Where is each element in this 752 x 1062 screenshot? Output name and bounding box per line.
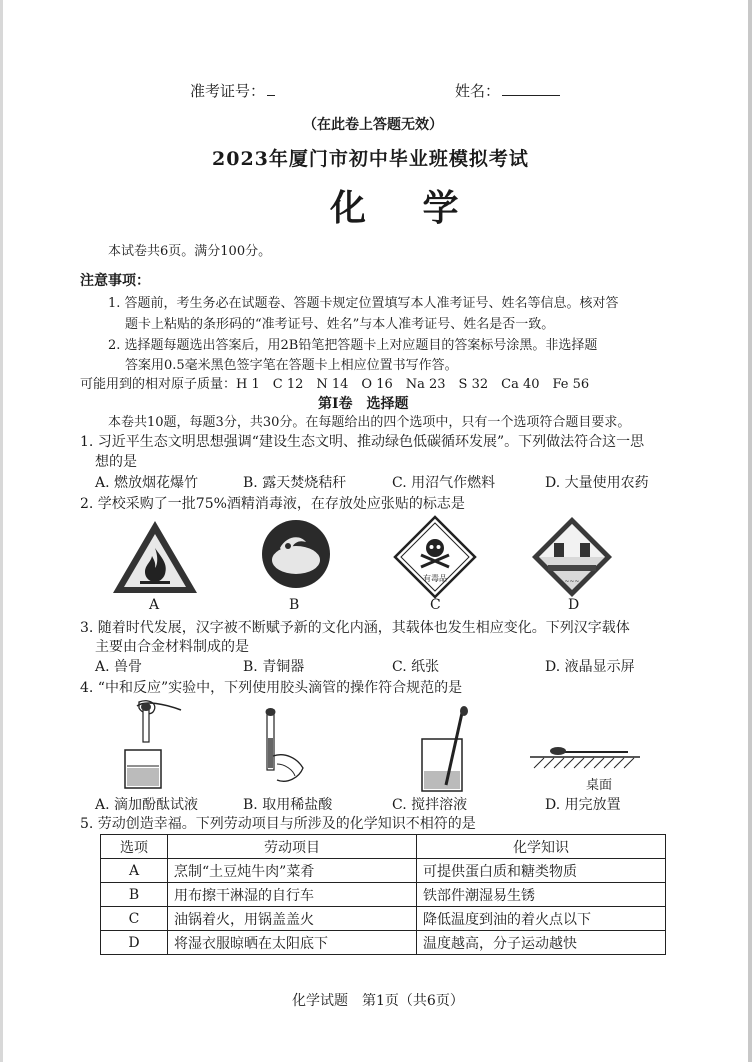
table-row	[101, 931, 666, 955]
q5-header-knowledge: 化学知识	[417, 835, 666, 859]
q3-option-d: D. 液晶显示屏	[545, 659, 635, 675]
table-row	[101, 883, 666, 907]
q1-option-a: A. 燃放烟花爆竹	[95, 475, 199, 491]
q3-option-b: B. 青铜器	[243, 659, 305, 675]
section1-title: 第Ⅰ卷 选择题	[318, 396, 409, 412]
notes-item1-line1: 1. 答题前，考生务必在试题卷、答题卡规定位置填写本人准考证号、姓名等信息。核对答	[108, 296, 619, 311]
q3-option-c: C. 纸张	[392, 659, 440, 675]
q5-row-b-labor: 用布擦干淋湿的自行车	[168, 883, 417, 907]
q3-stem-line1: 3. 随着时代发展，汉字被不断赋予新的文化内涵，其载体也发生相应变化。下列汉字载体	[80, 620, 630, 636]
q5-header-labor: 劳动项目	[168, 835, 417, 859]
section1-desc: 本卷共10题，每题3分，共30分。在每题给出的四个选项中，只有一个选项符合题目要求。	[108, 415, 631, 430]
q2-stem: 2. 学校采购了一批75%酒精消毒液，在存放处应张贴的标志是	[80, 496, 465, 512]
dropper-stirring-beaker-icon	[418, 705, 484, 795]
q4-option-d: D. 用完放置	[545, 797, 621, 813]
q5-table-header-row	[101, 835, 666, 859]
q1-stem-line1: 1. 习近平生态文明思想强调“建设生态文明、推动绿色低碳循环发展”。下列做法符合这一思	[80, 434, 645, 450]
q3-stem-line2: 主要由合金材料制成的是	[95, 639, 249, 655]
flammable-sign-icon	[110, 518, 200, 596]
dropper-in-hand-icon	[255, 708, 325, 792]
notes-item2-line1: 2. 选择题每题选出答案后，用2B铅笔把答题卡上对应题目的答案标号涂黑。非选择题	[108, 338, 598, 353]
q5-row-b-option: B	[101, 883, 168, 907]
q1-option-d: D. 大量使用农药	[545, 475, 649, 491]
subject-title: 化 学	[330, 187, 481, 229]
q4-option-a: A. 滴加酚酞试液	[95, 797, 199, 813]
table-row	[101, 907, 666, 931]
q3-option-a: A. 兽骨	[95, 659, 143, 675]
q5-row-b-knowledge: 铁部件潮湿易生锈	[417, 883, 666, 907]
exam-id-blank	[267, 83, 275, 96]
scan-edge-left	[0, 0, 3, 1062]
notes-heading: 注意事项：	[80, 273, 150, 289]
q5-row-a-knowledge: 可提供蛋白质和糖类物质	[417, 859, 666, 883]
q5-stem: 5. 劳动创造幸福。下列劳动项目与所涉及的化学知识不相符的是	[80, 816, 476, 832]
q2-label-a: A	[149, 597, 160, 613]
name-field	[455, 80, 560, 101]
toxic-sign-icon	[393, 515, 477, 599]
q2-label-b: B	[289, 597, 300, 613]
notes-item2-line2: 答案用0.5毫米黑色签字笔在答题卡上相应位置书写作答。	[125, 358, 458, 373]
q5-row-a-option: A	[101, 859, 168, 883]
invalid-notice: （在此卷上答题无效）	[303, 117, 443, 133]
atomic-masses: 可能用到的相对原子质量：H 1 C 12 N 14 O 16 Na 23 S 32 Ca 40 Fe 56	[80, 377, 590, 392]
page-footer: 化学试题 第1页（共6页）	[292, 993, 464, 1009]
q1-option-c: C. 用沼气作燃料	[392, 475, 496, 491]
q4-stem: 4. “中和反应”实验中，下列使用胶头滴管的操作符合规范的是	[80, 680, 463, 696]
q5-row-c-option: C	[101, 907, 168, 931]
scan-edge-right	[748, 0, 752, 1062]
q2-label-c: C	[430, 597, 441, 613]
name-blank	[502, 83, 560, 96]
q1-option-b: B. 露天焚烧秸秆	[243, 475, 347, 491]
q5-row-c-knowledge: 降低温度到油的着火点以下	[417, 907, 666, 931]
q5-row-c-labor: 油锅着火，用锅盖盖火	[168, 907, 417, 931]
q5-row-d-labor: 将湿衣服晾晒在太阳底下	[168, 931, 417, 955]
intro-line: 本试卷共6页。满分100分。	[108, 244, 272, 259]
q5-row-d-option: D	[101, 931, 168, 955]
q4-option-b: B. 取用稀盐酸	[243, 797, 333, 813]
dropper-above-beaker-icon	[115, 698, 195, 792]
explosive-sign-icon	[260, 518, 332, 590]
q5-row-d-knowledge: 温度越高，分子运动越快	[417, 931, 666, 955]
q5-table	[100, 834, 666, 955]
exam-title: 2023年厦门市初中毕业班模拟考试	[212, 148, 529, 170]
q5-header-option: 选项	[101, 835, 168, 859]
notes-item1-line2: 题卡上粘贴的条形码的“准考证号、姓名”与本人准考证号、姓名是否一致。	[125, 317, 555, 332]
exam-id-field	[190, 80, 275, 101]
q2-label-d: D	[568, 597, 580, 613]
dropper-on-desk-icon	[530, 738, 640, 772]
corrosive-sign-icon	[530, 515, 614, 599]
q4-option-c: C. 搅拌溶液	[392, 797, 468, 813]
q5-row-a-labor: 烹制“土豆炖牛肉”菜肴	[168, 859, 417, 883]
name-label: 姓名：	[455, 82, 501, 100]
exam-id-label: 准考证号：	[190, 82, 266, 100]
svg-text:~~~: ~~~	[564, 578, 580, 585]
q1-stem-line2: 想的是	[95, 454, 137, 470]
table-row	[101, 859, 666, 883]
toxic-sign-text: 有毒品	[423, 574, 447, 583]
q4-desk-label: 桌面	[586, 778, 613, 793]
